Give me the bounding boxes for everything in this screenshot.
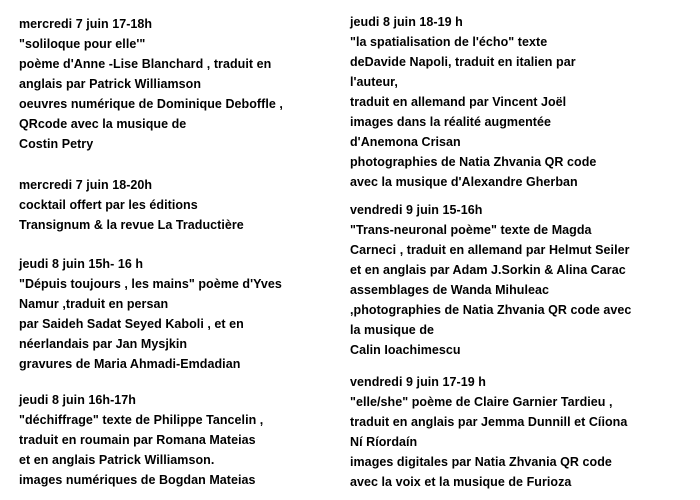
- event-text-line: photographies de Natia Zhvania QR code: [350, 155, 597, 169]
- event-text-line: poème d'Anne -Lise Blanchard , traduit en: [19, 57, 272, 71]
- event-title: "elle/she" poème de Claire Garnier Tardieu ,: [350, 395, 613, 409]
- event-text-line: traduit en allemand par Vincent Joël: [350, 95, 567, 109]
- event-text-line: Ní Ríordaín: [350, 435, 418, 449]
- event-text-line: oeuvres numérique de Dominique Deboffle ,: [19, 97, 283, 111]
- event-title: "Trans-neuronal poème" texte de Magda: [350, 223, 592, 237]
- event-date-time: jeudi 8 juin 15h- 16 h: [19, 257, 144, 271]
- event-text-line: gravures de Maria Ahmadi-Emdadian: [19, 357, 241, 371]
- event-date-time: mercredi 7 juin 17-18h: [19, 17, 153, 31]
- event-text-line: Namur ,traduit en persan: [19, 297, 169, 311]
- event-text-line: avec la musique d'Alexandre Gherban: [350, 175, 578, 189]
- event-text-line: traduit en roumain par Romana Mateias: [19, 433, 256, 447]
- event-text-line: ,photographies de Natia Zhvania QR code avec: [350, 303, 632, 317]
- event-date-time: mercredi 7 juin 18-20h: [19, 178, 153, 192]
- event-text-line: assemblages de Wanda Mihuleac: [350, 283, 549, 297]
- event-text-line: et en anglais par Adam J.Sorkin & Alina Carac: [350, 263, 626, 277]
- event-block: [350, 372, 695, 492]
- event-text-line: et en anglais Patrick Williamson.: [19, 453, 215, 467]
- event-block: [19, 14, 341, 154]
- event-text-line: anglais par Patrick Williamson: [19, 77, 202, 91]
- event-block: [19, 175, 341, 235]
- event-text-line: QRcode avec la musique de: [19, 117, 187, 131]
- event-text-line: Carneci , traduit en allemand par Helmut Seiler: [350, 243, 630, 257]
- event-block: [350, 12, 695, 192]
- event-text-line: d'Anemona Crisan: [350, 135, 461, 149]
- event-title: "déchiffrage" texte de Philippe Tancelin ,: [19, 413, 264, 427]
- event-text-line: traduit en anglais par Jemma Dunnill et Cíiona: [350, 415, 628, 429]
- event-text-line: Costin Petry: [19, 137, 94, 151]
- event-text-line: avec la voix et la musique de Furioza: [350, 475, 572, 489]
- event-block: [19, 254, 341, 374]
- event-block: [350, 200, 695, 360]
- event-block: [19, 390, 341, 490]
- event-text-line: Calin Ioachimescu: [350, 343, 461, 357]
- event-text-line: cocktail offert par les éditions: [19, 198, 198, 212]
- event-text-line: l'auteur,: [350, 75, 398, 89]
- event-text-line: par Saideh Sadat Seyed Kaboli , et en: [19, 317, 244, 331]
- event-text-line: la musique de: [350, 323, 435, 337]
- event-text-line: images dans la réalité augmentée: [350, 115, 551, 129]
- event-date-time: vendredi 9 juin 15-16h: [350, 203, 483, 217]
- event-text-line: Transignum & la revue La Traductière: [19, 218, 244, 232]
- event-date-time: vendredi 9 juin 17-19 h: [350, 375, 486, 389]
- event-date-time: jeudi 8 juin 18-19 h: [350, 15, 463, 29]
- event-title: "la spatialisation de l'écho" texte: [350, 35, 548, 49]
- event-text-line: images digitales par Natia Zhvania QR code: [350, 455, 612, 469]
- event-title: "soliloque pour elle'": [19, 37, 146, 51]
- event-text-line: images numériques de Bogdan Mateias: [19, 473, 256, 487]
- event-text-line: néerlandais par Jan Mysjkin: [19, 337, 188, 351]
- event-text-line: deDavide Napoli, traduit en italien par: [350, 55, 576, 69]
- event-title: "Dépuis toujours , les mains" poème d'Yves: [19, 277, 282, 291]
- event-date-time: jeudi 8 juin 16h-17h: [19, 393, 136, 407]
